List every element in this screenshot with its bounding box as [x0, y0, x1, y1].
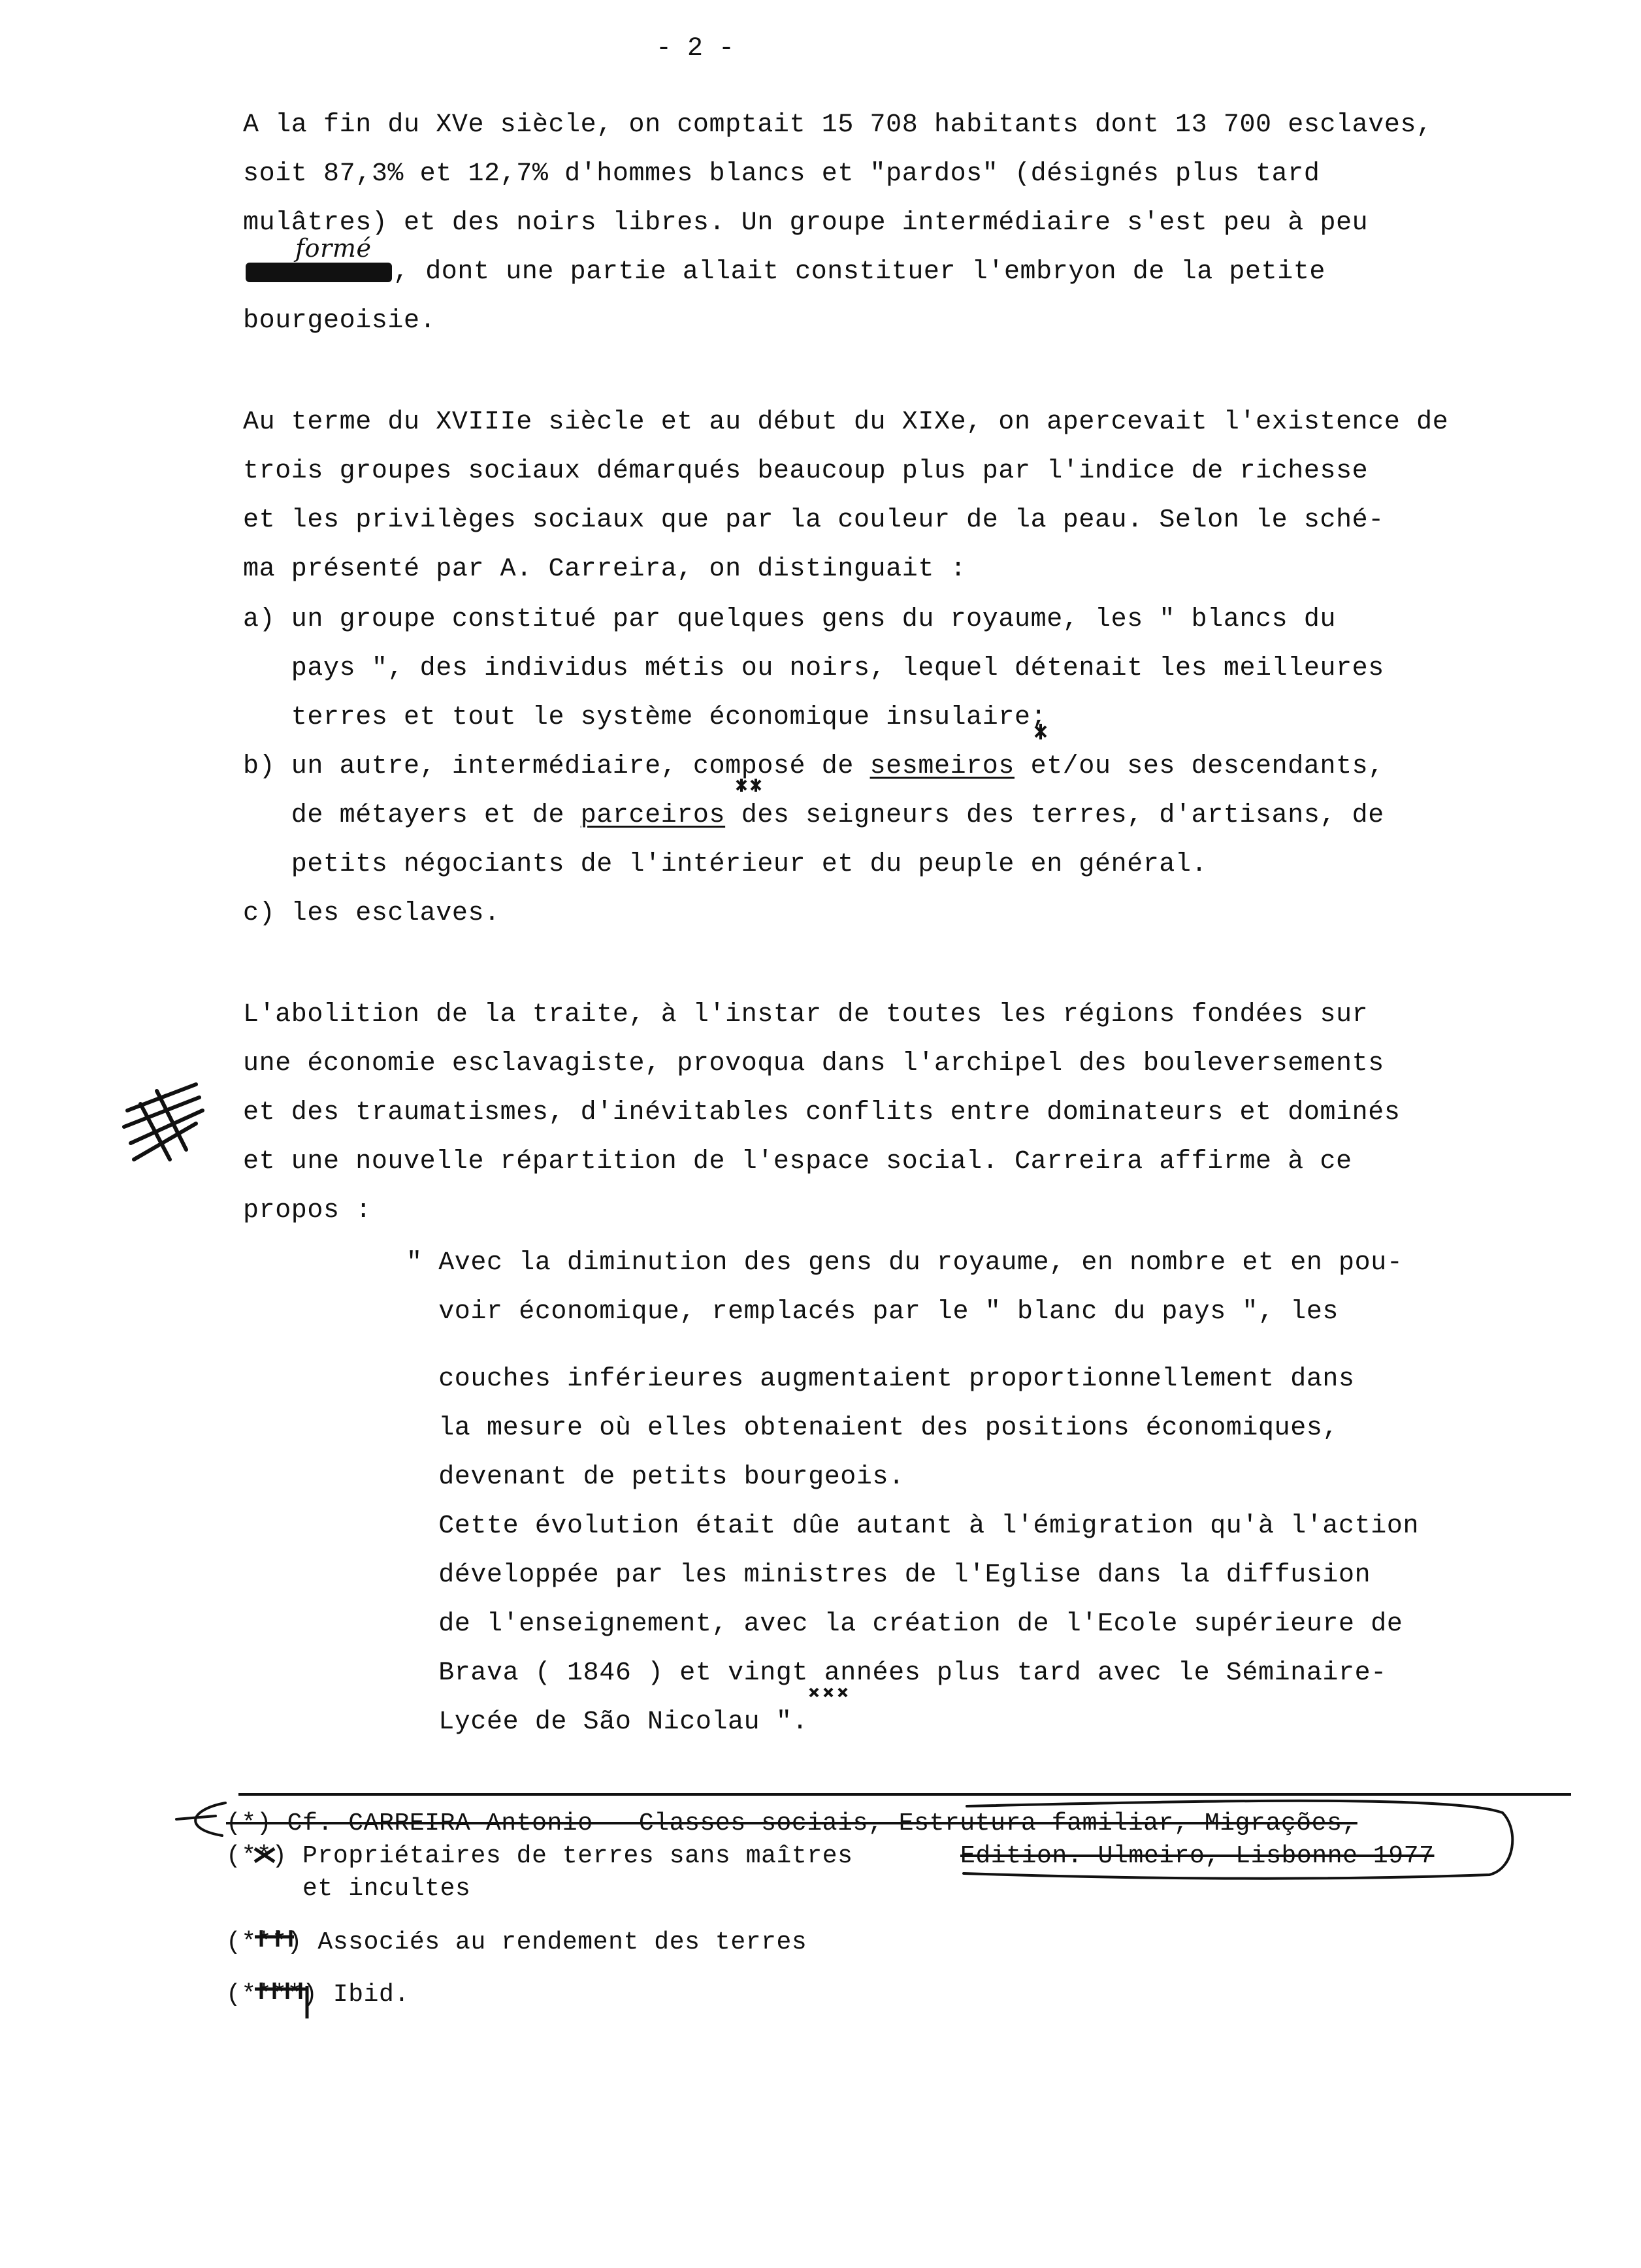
quote-line-6: Cette évolution était dûe autant à l'émigration qu'à l'action	[406, 1512, 1420, 1541]
paragraph-3-line-5: propos :	[243, 1196, 372, 1225]
paragraph-1-line-2: soit 87,3% et 12,7% d'hommes blancs et "pardos" (désignés plus tard	[243, 159, 1320, 189]
list-item-b-line-3: petits négociants de l'intérieur et du peuple en général.	[243, 850, 1208, 879]
footnote-4: (****) Ibid.	[226, 1981, 410, 2009]
paragraph-2-line-2: trois groupes sociaux démarqués beaucoup plus par l'indice de richesse	[243, 457, 1369, 486]
paragraph-2-line-3: et les privilèges sociaux que par la couleur de la peau. Selon le sché-	[243, 506, 1384, 535]
quote-line-2: voir économique, remplacés par le " blanc du pays ", les	[406, 1297, 1339, 1327]
paragraph-2-line-1: Au terme du XVIIIe siècle et au début du XIXe, on apercevait l'existence de	[243, 408, 1449, 437]
footnote-3: (***) Associés au rendement des terres	[226, 1928, 807, 1956]
footnote-bracket-icon	[176, 1801, 1512, 1879]
paragraph-3-line-4: et une nouvelle répartition de l'espace social. Carreira affirme à ce	[243, 1147, 1352, 1176]
list-item-b-line-1-post: et/ou ses descendants,	[1015, 752, 1384, 781]
footnote-1-line-2: Edition. Ulmeiro, Lisbonne 1977	[960, 1842, 1435, 1870]
quote-line-10: Lycée de São Nicolau ".	[406, 1708, 809, 1737]
term-sesmeiros: sesmeiros	[869, 752, 1015, 781]
list-item-b-line-2-pre: de métayers et de	[243, 801, 581, 830]
paragraph-3-line-1: L'abolition de la traite, à l'instar de toutes les régions fondées sur	[243, 1000, 1369, 1029]
paragraph-3-line-3: et des traumatismes, d'inévitables conflits entre dominateurs et dominés	[243, 1098, 1401, 1127]
quote-line-9: Brava ( 1846 ) et vingt années plus tard avec le Séminaire-	[406, 1659, 1387, 1688]
list-item-a-line-3: terres et tout le système économique insulaire;	[243, 703, 1047, 732]
paragraph-1-line-4: , dont une partie allait constituer l'embryon de la petite	[393, 257, 1326, 287]
term-parceiros: parceiros	[580, 801, 726, 830]
quote-line-7: développée par les ministres de l'Eglise dans la diffusion	[406, 1561, 1371, 1590]
list-item-a-line-2: pays ", des individus métis ou noirs, lequel détenait les meilleures	[243, 654, 1384, 683]
paragraph-1-line-5: bourgeoisie.	[243, 306, 436, 336]
asterisk-marks-icon	[737, 724, 1046, 1696]
paragraph-1-line-1: A la fin du XVe siècle, on comptait 15 708 habitants dont 13 700 esclaves,	[243, 110, 1433, 140]
footnote-2-line-2: et incultes	[226, 1875, 471, 1903]
quote-line-1: " Avec la diminution des gens du royaume, en nombre et en pou-	[406, 1248, 1403, 1278]
paragraph-1-line-3: mulâtres) et des noirs libres. Un groupe intermédiaire s'est peu à peu	[243, 208, 1369, 238]
footnote-2-line-1: (**) Propriétaires de terres sans maîtres	[226, 1842, 853, 1870]
handwritten-correction: formé	[295, 234, 372, 263]
quote-line-4: la mesure où elles obtenaient des positions économiques,	[406, 1414, 1339, 1443]
margin-scribble-icon	[124, 1084, 203, 1159]
footnote-marker-scribbles-icon	[255, 1849, 307, 2018]
list-item-a-line-1: a) un groupe constitué par quelques gens du royaume, les " blancs du	[243, 605, 1337, 634]
quote-line-8: de l'enseignement, avec la création de l'Ecole supérieure de	[406, 1610, 1403, 1639]
footnote-1-line-1: (*) Cf. CARREIRA Antonio - Classes sociais, Estrutura familiar, Migrações,	[226, 1809, 1357, 1838]
list-item-b-line-2-post: des seigneurs des terres, d'artisans, de	[725, 801, 1384, 830]
list-item-b-line-1-pre: b) un autre, intermédiaire, composé de	[243, 752, 870, 781]
quote-line-5: devenant de petits bourgeois.	[406, 1463, 905, 1492]
page-number: - 2 -	[656, 34, 735, 63]
paragraph-3-line-2: une économie esclavagiste, provoqua dans l'archipel des bouleversements	[243, 1049, 1384, 1078]
list-item-c: c) les esclaves.	[243, 899, 500, 928]
paragraph-2-line-4: ma présenté par A. Carreira, on distinguait :	[243, 555, 967, 584]
quote-line-3: couches inférieures augmentaient proportionnellement dans	[406, 1365, 1355, 1394]
